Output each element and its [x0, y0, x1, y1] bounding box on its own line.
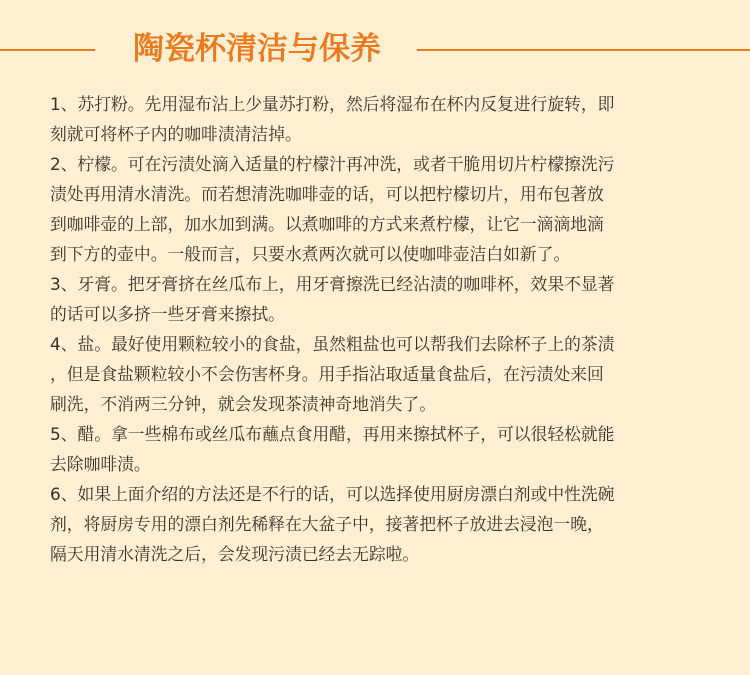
cleaning-tips-list [50, 89, 726, 569]
tip-bleach: 6、如果上面介绍的方法还是不行的话，可以选择使用厨房漂白剂或中性洗碗 剂，将厨房专用的漂白剂先稀释在大盆子中，接著把杯子放进去浸泡一晚， 隔天用清水清洗之后，会发现污渍已经去无踪啦。 [50, 484, 615, 564]
tip-baking-soda: 1、苏打粉。先用湿布沾上少量苏打粉，然后将湿布在杯内反复进行旋转，即 刻就可将杯子内的咖啡渍清洁掉。 [50, 94, 615, 144]
page-title: 陶瓷杯清洁与保养 [133, 31, 381, 67]
section-header [0, 22, 750, 76]
tip-toothpaste: 3、牙膏。把牙膏挤在丝瓜布上，用牙膏擦洗已经沾渍的咖啡杯，效果不显著 的话可以多挤一些牙膏来擦拭。 [50, 274, 615, 324]
tip-vinegar: 5、醋。拿一些棉布或丝瓜布蘸点食用醋，再用来擦拭杯子，可以很轻松就能 去除咖啡渍。 [50, 424, 615, 474]
tip-lemon: 2、柠檬。可在污渍处滴入适量的柠檬汁再冲洗，或者干脆用切片柠檬擦洗污 渍处再用清水清洗。而若想清洗咖啡壶的话，可以把柠檬切片，用布包著放 到咖啡壶的上部，加水加到满。以煮咖啡的方式来煮柠檬，让它一滴滴地滴 到下方的壶中。一般而言，只要水煮两次就可以使咖啡壶洁白如新了。 [50, 154, 615, 264]
tip-salt: 4、盐。最好使用颗粒较小的食盐，虽然粗盐也可以帮我们去除杯子上的茶渍 ，但是食盐颗粒较小不会伤害杯身。用手指沾取适量食盐后，在污渍处来回 刷洗，不消两三分钟，就会发现茶渍神奇地消失了。 [50, 334, 615, 414]
header-rule-left [0, 49, 95, 51]
header-rule-right [417, 49, 750, 51]
